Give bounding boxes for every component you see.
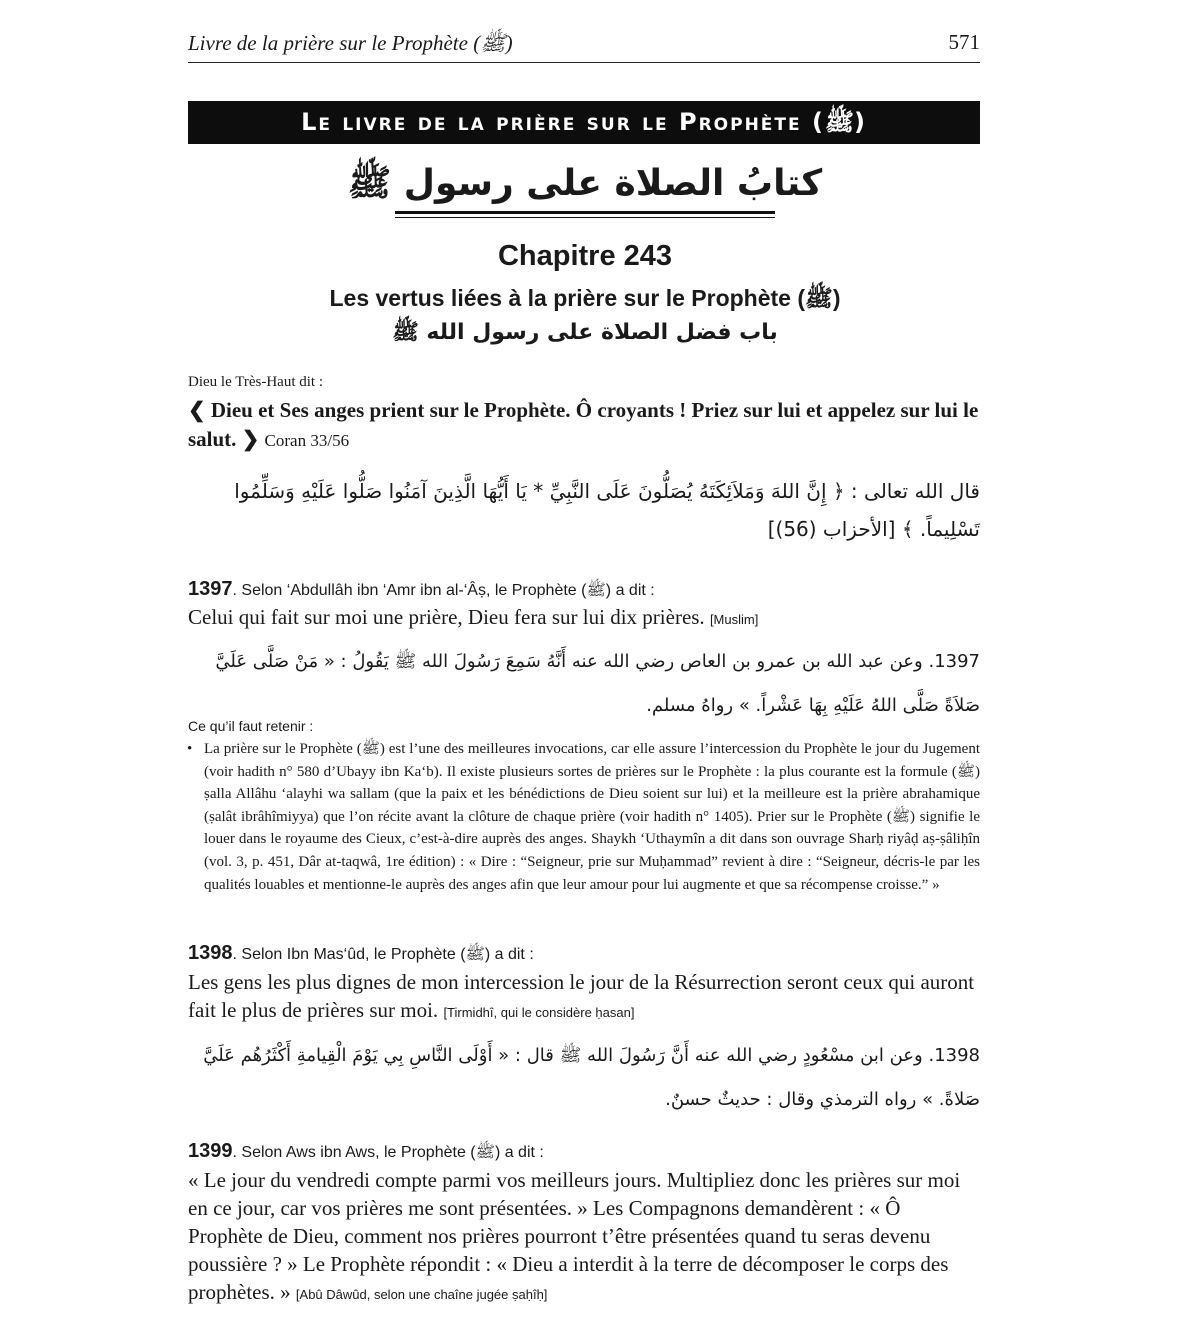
hadith-number: 1397 [188,578,233,600]
book-title-arabic: كتابُ الصلاة على رسول ﷺ [347,163,823,204]
quran-verse-french [188,396,980,455]
hadith-intro: . Selon Aws ibn Aws, le Prophète (ﷺ) a dit : [232,1144,544,1161]
hadith-text-french [188,603,980,634]
chapter-title-arabic: باب فضل الصلاة على رسول الله ﷺ [392,320,778,345]
hadith-text: Celui qui fait sur moi une prière, Dieu fera sur lui dix prières. [188,605,705,629]
title-rule-thick [395,211,775,214]
quran-close-bracket: ❯ [241,427,260,451]
hadith-heading [188,942,534,967]
hadith-intro: . Selon Ibn Mas‘ûd, le Prophète (ﷺ) a dit : [232,946,534,963]
running-title: Livre de la prière sur le Prophète (ﷺ) [188,31,513,55]
quran-reference: Coran 33/56 [264,431,350,450]
book-title-banner: Le livre de la prière sur le Prophète (ﷺ) [188,101,980,144]
hadith-text-french [188,968,980,1027]
hadith-number: 1398 [188,942,233,964]
hadith-text-arabic: 1397. وعن عبد الله بن عمرو بن العاص رضي الله عنه أَنَّهُ سَمِعَ رَسُولَ الله ﷺ يَقُولُ : « مَنْ صَلَّى عَلَيَّ صَلاَةً صَلَّى اللهُ عَلَيْهِ بِهَا عَشْراً. » رواهُ مسلم. [215,651,980,716]
hadith-source: [Abû Dâwûd, selon une chaîne jugée ṣaḥîḥ] [295,1287,548,1302]
hadith-text-arabic: 1398. وعن ابن مسْعُودٍ رضي الله عنه أَنَّ رَسُولَ الله ﷺ قال : « أَوْلَى النَّاسِ بِي يَوْمَ الْقِيامةِ أَكْثَرُهُم عَلَيَّ صَلاةً. » رواه الترمذي وقال : حديثٌ حسنٌ. [203,1045,980,1110]
hadith-heading [188,1140,544,1165]
retain-note: • La prière sur le Prophète (ﷺ) est l’une des meilleures invocations, car elle assure l’intercession du Prophète le jour du Jugement (voir hadith n° 580 d’Ubayy ibn Ka‘b). Il existe plusieurs sortes de prières sur le Prophète : la plus courante est la formule (ﷺ) ṣalla Allâhu ‘alayhi wa sallam (que la paix et les bénédictions de Dieu soient sur lui) et la meilleure est la prière abrahamique (ṣalât ibrâhîmiyya) que l’on récite avant la clôture de chaque prière (voir hadith n° 1405). Prier sur le Prophète (ﷺ) signifie le louer dans le royaume des Cieux, c’est-à-dire auprès des anges. Shaykh ‘Uthaymîn a dit dans son ouvrage Sharḥ riyâḍ aṣ-ṣâliḥîn (vol. 3, p. 451, Dâr at-taqwâ, 1re édition) : « Dire : “Seigneur, prie sur Muḥammad” revient à dire : “Seigneur, décris-le par les qualités louables et mentionne-le auprès des anges afin que leur amour pour lui augmente et que sa récompense croisse.” » [204,738,980,896]
hadith-intro: . Selon ‘Abdullâh ibn ‘Amr ibn al-‘Âṣ, le Prophète (ﷺ) a dit : [232,582,655,599]
page-number: 571 [948,30,980,54]
hadith-source: [Muslim] [709,612,759,627]
hadith-text-french [188,1166,980,1309]
quran-open-bracket: ❮ [188,398,206,422]
intro-label: Dieu le Très-Haut dit : [188,374,323,390]
chapter-number: Chapitre 243 [497,240,673,272]
quran-verse-text: Dieu et Ses anges prient sur le Prophète. Ô croyants ! Priez sur lui et appelez sur lui le salut. [188,398,979,451]
hadith-number: 1399 [188,1140,233,1162]
title-rule-thin [395,217,775,218]
page-header [188,28,980,63]
hadith-heading [188,578,655,603]
hadith-source: [Tirmidhî, qui le considère ḥasan] [443,1005,635,1020]
hadith-text: « Le jour du vendredi compte parmi vos meilleurs jours. Multipliez donc les prières sur moi en ce jour, car vos prières me sont présentées. » Les Compagnons demandèrent : « Ô Prophète de Dieu, comment nos prières pourront t’être présentées quand tu seras devenu poussière ? » Le Prophète répondit : « Dieu a interdit à la terre de décomposer le corps des prophètes. » [188,1168,961,1304]
hadith-text: Les gens les plus dignes de mon intercession le jour de la Résurrection seront ceux qui auront fait le plus de prières sur moi. [188,970,975,1022]
retain-label: Ce qu’il faut retenir : [188,718,314,734]
chapter-title: Les vertus liées à la prière sur le Prophète (ﷺ) [329,285,841,311]
quran-verse-arabic: قال الله تعالى : ﴿ إِنَّ اللهَ وَمَلاَئِكَتَهُ يُصَلُّونَ عَلَى النَّبِيِّ * يَا أَيُّهَا الَّذِينَ آمَنُوا صَلُّوا عَلَيْهِ وَسَلِّمُوا تَسْلِيماً. ﴾ [الأحزاب (56)] [234,479,980,541]
